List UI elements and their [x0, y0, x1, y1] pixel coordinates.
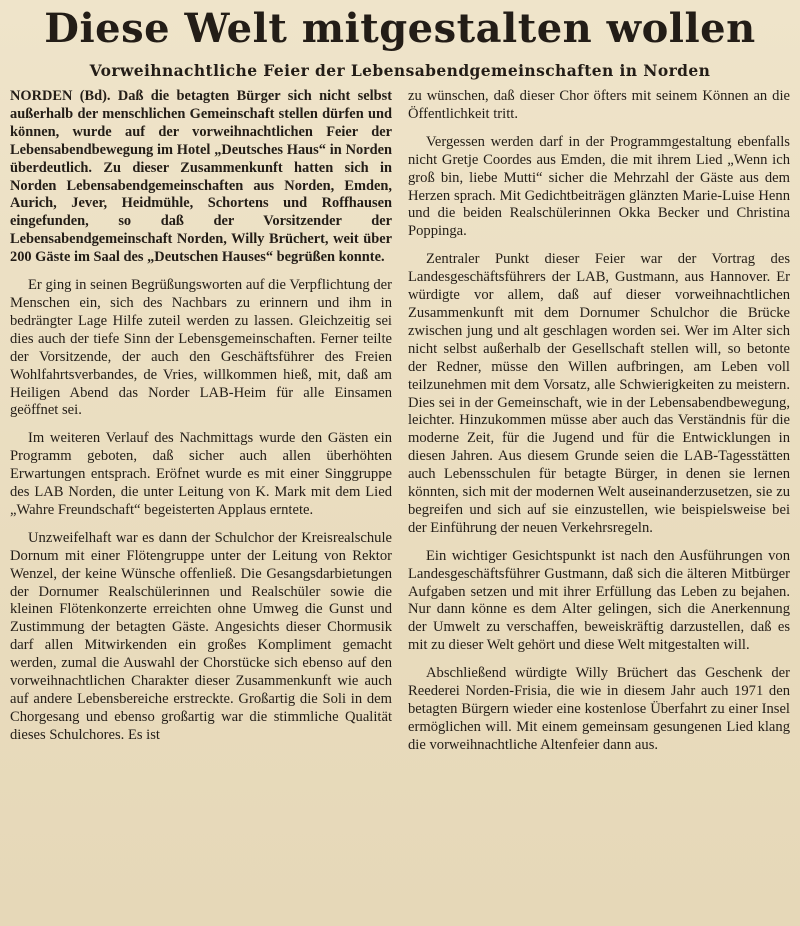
- paragraph: Im weiteren Verlauf des Nachmittags wurde den Gästen ein Programm geboten, daß sicher auch allen überhöhten Erwartungen entsprach. Eröfnet wurde es mit einer Singgruppe des LAB Norden, die unter Leitung von K. Mark mit dem Lied „Wahre Freundschaft“ begeisterten Applaus erntete.: [10, 430, 392, 518]
- paragraph: Vergessen werden darf in der Programmgestaltung ebenfalls nicht Gretje Coordes aus Emden, die mit ihrem Lied „Wenn ich groß bin, liebe Mutti“ sicher die Mehrzahl der Gäste aus dem Herzen sprach. Mit Gedichtbeiträgen glänzten Marie-Luise Henn und die beiden Realschülerinnen Okka Becker und Christina Poppinga.: [408, 133, 790, 240]
- paragraph: Zentraler Punkt dieser Feier war der Vortrag des Landesgeschäftsführers der LAB, Gustmann, aus Hannover. Er würdigte vor allem, daß auf dieser vorweihnachtlichen Zusammenkunft mit dem Dornumer Schulchor die Brücke zwischen jung und alt geschlagen worden sei. Wer im Alter sich nicht selbst außerhalb der Gesellschaft stellen will, so betonte der Redner, müsse den Willen aufbringen, am Leben voll teilzunehmen mit dem Vorsatz, alle Schwierigkeiten zu meistern. Dies sei in der Gemeinschaft, wie in der Lebensabendbewegung, leichter. Hinzukommen müsse aber auch das Verständnis für die moderne Zeit, für die Jugend und für die Entwicklungen in diesen Jahren. Aus diesem Grunde seien die LAB-Tagesstätten auch Lebensschulen für betagte Bürger, in denen sie lernen könnten, sich mit der modernen Welt auseinanderzusetzen, sie zu begreifen und sich auf sie einzustellen, wie beispielsweise bei der Einführung der neuen Verkehrsregeln.: [408, 251, 790, 536]
- paragraph: Er ging in seinen Begrüßungsworten auf die Verpflichtung der Menschen ein, sich des Nachbars zu erinnern und ihm in bedrängter Lage Hilfe zuteil werden zu lassen. Gleichzeitig sei dies auch der tiefe Sinn der Lebensgemeinschaften. Ferner teilte der Vorsitzende, der auch den Geschäftsführer des Freien Wohlfahrtsverbandes, de Vries, willkommen hieß, mit, daß am Heiligen Abend das Norder LAB-Heim für alle Einsamen geöffnet sei.: [10, 277, 392, 419]
- paragraph: zu wünschen, daß dieser Chor öfters mit seinem Können an die Öffentlichkeit tritt.: [408, 88, 790, 122]
- headline: Diese Welt mitgestalten wollen: [44, 5, 756, 52]
- paragraph: Abschließend würdigte Willy Brüchert das Geschenk der Reederei Norden-Frisia, die wie in diesem Jahr auch 1971 den betagten Bürgern wieder eine kostenlose Überfahrt zu einer Insel ermöglichen will. Mit einem gemeinsam gesungenen Lied klang die vorweihnachtliche Altenfeier dann aus.: [408, 665, 790, 753]
- paragraph: Ein wichtiger Gesichtspunkt ist nach den Ausführungen von Landesgeschäftsführer Gustmann, daß sich die älteren Mitbürger Aufgaben setzen und mit ihrer Erfüllung das Leben zu bejahen. Nur dann könne es dem Alter gelingen, sich die Anerkennung der Umwelt zu verschaffen, beweiskräftig darzustellen, daß es mit zu dieser Welt gehört und diese Welt mitgestalten will.: [408, 547, 790, 654]
- column-left: [10, 88, 392, 910]
- subheadline: Vorweihnachtliche Feier der Lebensabendgemeinschaften in Norden: [89, 61, 711, 80]
- column-right: [408, 88, 790, 910]
- lead-paragraph: NORDEN (Bd). Daß die betagten Bürger sich nicht selbst außerhalb der menschlichen Gemeinschaft stellen dürfen und können, wurde auf der vorweihnachtlichen Feier der Lebensabendbewegung im Hotel „Deutsches Haus“ in Norden überdeutlich. Zu dieser Zusammenkunft hatten sich in Norden Lebensabendgemeinschaften aus Norden, Emden, Aurich, Jever, Heidmühle, Schortens und Roffhausen eingefunden, so daß der Vorsitzender der Lebensabendgemeinschaft Norden, Willy Brüchert, weit über 200 Gäste im Saal des „Deutschen Hauses“ begrüßen konnte.: [10, 88, 392, 266]
- article-body: [10, 88, 790, 910]
- paragraph: Unzweifelhaft war es dann der Schulchor der Kreisrealschule Dornum mit einer Flötengruppe unter der Leitung von Rektor Wenzel, der keine Wünsche offenließ. Die Gesangsdarbietungen der Dornumer Realschülerinnen und Realschüler sowie die kleinen Flötenkonzerte erreichten ohne Umweg die Gunst und Zustimmung der betagten Gäste. Angesichts dieser Chormusik darf allen Mitwirkenden ein großes Kompliment gemacht werden, zumal die Auswahl der Chorstücke sich ebenso auf den vorweihnachtlichen Charakter dieser Zusammenkunft wie auch auf andere Lebensbereiche erstreckte. Großartig die Soli in dem Chorgesang und ebenso großartig war die stimmliche Qualität dieses Schulchores. Es ist: [10, 529, 392, 743]
